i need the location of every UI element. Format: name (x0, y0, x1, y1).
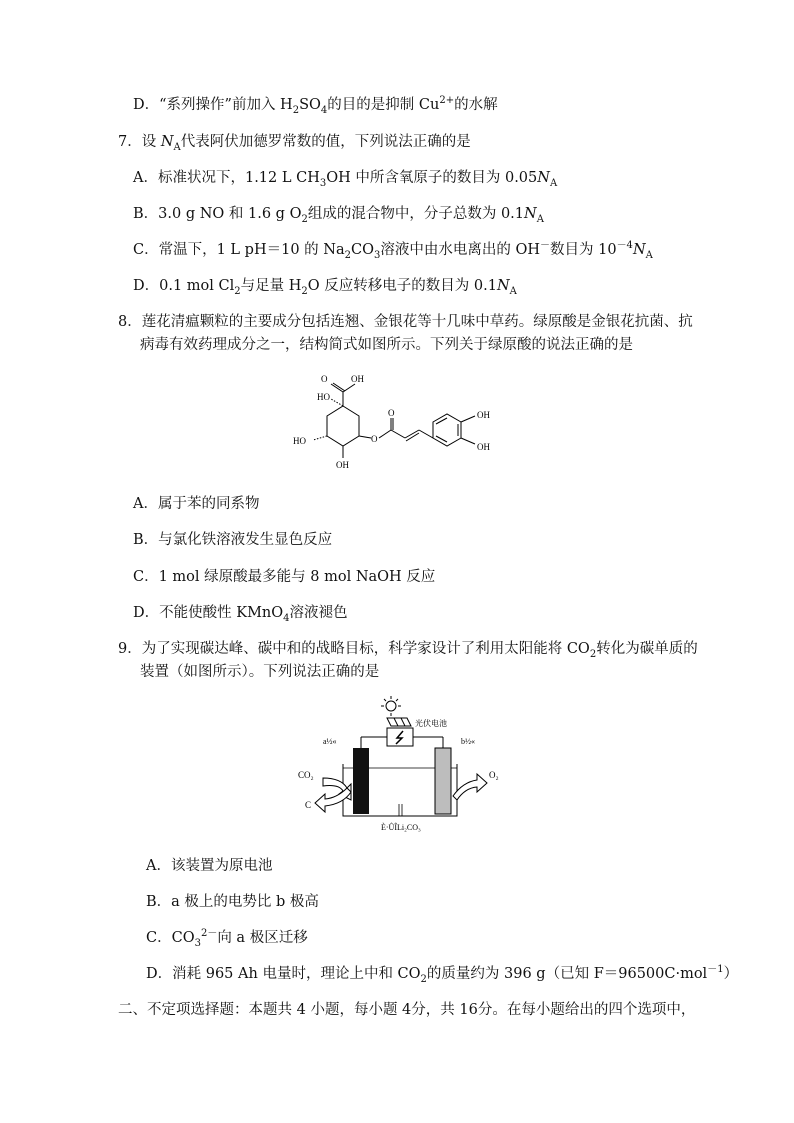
q7-option-c: C．常温下，1 L pH＝10 的 $Na_2CO_3$溶液中由水电离出的 OH－数目为 $10^{-4}N_A$ (133, 240, 653, 261)
q8-stem-line1: 8．莲花清瘟颗粒的主要成分包括连翘、金银花等十几味中草药。绿原酸是金银花抗菌、抗 (118, 314, 693, 330)
q7-stem: 7．设 $N_A$代表阿伏加德罗常数的值，下列说法正确的是 (118, 134, 471, 153)
q9-option-b: B．a 极上的电势比 b 极高 (146, 894, 319, 910)
q8-option-b: B．与氯化铁溶液发生显色反应 (133, 532, 333, 548)
q7-option-d: D．0.1 mol $Cl_2$与足量 $H_2O$ 反应转移电子的数目为 $0.1N_A$ (133, 278, 517, 297)
q9-option-c: C．$CO_3^{2-}$向 a 极区迁移 (146, 928, 308, 949)
fig-o2-label: O₂ (489, 770, 499, 780)
fig-ho-c1: HO (317, 392, 330, 402)
q8-option-a: A．属于苯的同系物 (133, 496, 260, 512)
fig-oh-bottom: OH (336, 460, 349, 470)
q9-stem-line2: 装置（如图所示）。下列说法正确的是 (140, 664, 380, 680)
fig-pv-label: 光伏电池 (415, 719, 447, 728)
section-2-heading: 二、不定项选择题：本题共 4 小题，每小题 4分，共 16分。在每小题给出的四个选项中， (118, 1002, 696, 1018)
q6-option-d: D．“系列操作”前加入 $H_2SO_4$的目的是抑制 $Cu^{2+}$的水解 (133, 95, 498, 116)
q8-option-c: C．1 mol 绿原酸最多能与 8 mol NaOH 反应 (133, 569, 436, 585)
fig-o-ester: O (371, 434, 378, 444)
q8-stem-line2: 病毒有效药理成分之一，结构简式如图所示。下列关于绿原酸的说法正确的是 (140, 337, 633, 353)
fig-c-label: C (305, 800, 312, 810)
fig-o-ester-carbonyl: O (388, 408, 395, 418)
electrolysis-device-figure (295, 692, 505, 840)
electrode-a (353, 748, 369, 814)
chlorogenic-acid-structure (285, 366, 515, 478)
fig-oh-acid: OH (351, 374, 364, 384)
electrode-b (435, 748, 451, 814)
q7-option-a: A．标准状况下，1.12 L $CH_3OH$ 中所含氧原子的数目为 $0.05N_A$ (133, 170, 558, 189)
fig-co2-label: CO₂ (298, 770, 314, 780)
q9-stem-line1: 9．为了实现碳达峰、碳中和的战略目标，科学家设计了利用太阳能将 $CO_2$转化为碳单质的 (118, 641, 698, 660)
q9-option-a: A．该装置为原电池 (146, 858, 273, 874)
fig-oh-ring1: OH (477, 410, 490, 420)
fig-o-carbonyl: O (321, 374, 328, 384)
q9-option-d: D．消耗 965 Ah 电量时，理论上中和 $CO_2$的质量约为 396 g（已知 F＝96500C·mol$^{-1}$） (146, 964, 739, 985)
fig-oh-ring2: OH (477, 442, 490, 452)
fig-ho-left: HO (293, 436, 306, 446)
q8-option-d: D．不能使酸性 KMnO$_4$溶液褪色 (133, 605, 348, 624)
fig-electrode-a-label: a½« (323, 737, 337, 746)
q7-option-b: B．3.0 g NO 和 1.6 g $O_2$组成的混合物中，分子总数为 $0.1N_A$ (133, 206, 544, 225)
fig-electrolyte-label: È·ÛÎLi₂CO₃ (381, 823, 421, 832)
fig-electrode-b-label: b½« (461, 737, 475, 746)
